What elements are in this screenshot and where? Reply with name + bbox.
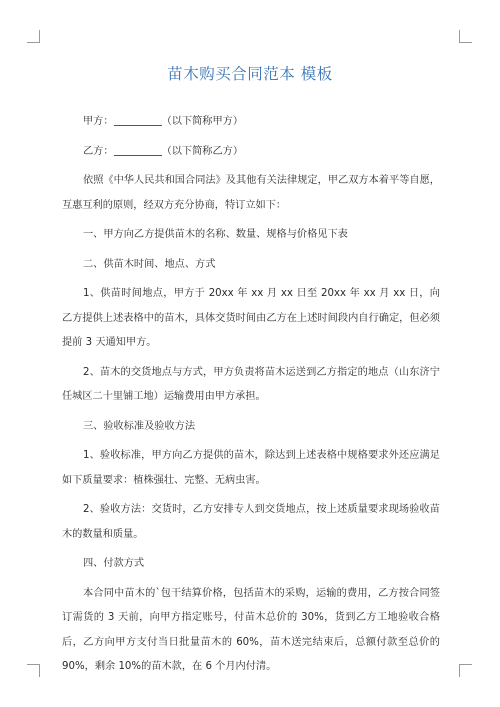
section-2-paragraph-1: 1、供苗时间地点，甲方于 20xx 年 xx 月 xx 日至 20xx 年 xx 月 xx 日，向乙方提供上述表格中的苗木，具体交货时间由乙方在上述时间段内自行确定，但必须提前 3 天通知甲方。 xyxy=(62,288,440,348)
party-a-line xyxy=(62,110,440,135)
section-1-heading: 一、甲方向乙方提供苗木的名称、数量、规格与价格见下表 xyxy=(83,229,348,240)
section-3-paragraph-2: 2、验收方法：交货时，乙方安排专人到交货地点，按上述质量要求现场验收苗木的数量和质量。 xyxy=(62,504,440,540)
party-a-label: 甲方： xyxy=(83,116,114,127)
corner-mark-top-left xyxy=(27,30,40,43)
party-a-note: （以下简称甲方） xyxy=(161,116,244,127)
corner-mark-top-right xyxy=(459,30,472,43)
intro-paragraph: 依照《中华人民共和国合同法》及其他有关法律规定，甲乙双方本着平等自愿，互惠互利的原则，经双方充分协商，特订立如下： xyxy=(62,175,440,211)
section-4-heading: 四、付款方式 xyxy=(83,558,145,569)
document-body xyxy=(62,110,440,680)
party-b-line xyxy=(62,140,440,165)
section-4-paragraph-1: 本合同中苗木的`包干结算价格，包括苗木的采购，运输的费用，乙方按合同签订需货的 3 天前，向甲方指定账号，付苗木总价的 30%，货到乙方工地验收合格后，乙方向甲方支付当日批量苗木的 60%，苗木送完结束后，总额付款至总价的 90%，剩余 10%的苗木款，在 6 个月内付清。 xyxy=(62,587,440,672)
document-title: 苗木购买合同范本 模板 xyxy=(167,65,333,83)
section-3-paragraph-1: 1、验收标准，甲方向乙方提供的苗木，除达到上述表格中规格要求外还应满足如下质量要求：植株强壮、完整、无病虫害。 xyxy=(62,450,440,486)
party-b-label: 乙方： xyxy=(83,145,114,157)
corner-mark-bottom-left xyxy=(27,664,40,677)
party-a-blank xyxy=(114,113,162,126)
party-b-blank xyxy=(114,143,162,156)
corner-mark-bottom-right xyxy=(459,664,472,677)
section-3-heading: 三、验收标准及验收方法 xyxy=(83,420,196,432)
party-b-note: （以下简称乙方） xyxy=(161,145,244,157)
section-2-paragraph-2: 2、苗木的交货地点与方式，甲方负责将苗木运送到乙方指定的地点（山东济宁任城区二十里铺工地）运输费用由甲方承担。 xyxy=(62,366,440,402)
section-2-heading: 二、供苗木时间、地点、方式 xyxy=(83,258,216,270)
